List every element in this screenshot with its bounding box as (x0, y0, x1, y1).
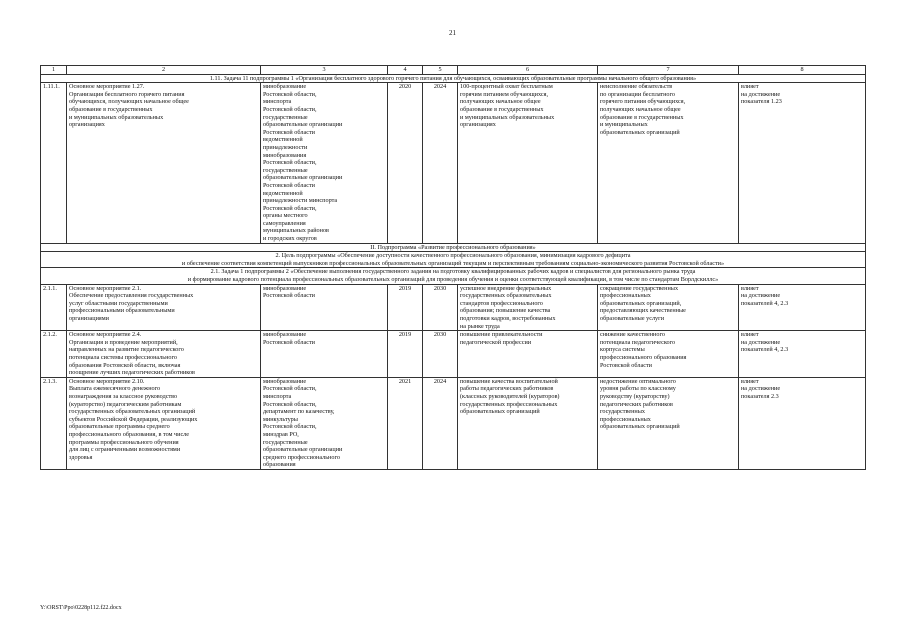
item-end-year: 2030 (423, 284, 458, 331)
section-heading: II. Подпрограмма «Развитие профессионального образования» (41, 243, 866, 252)
table-row (41, 331, 866, 378)
column-number: 6 (458, 66, 598, 75)
column-number: 8 (739, 66, 866, 75)
item-result: повышение качества воспитательной работы педагогических работников (классных руководителей (кураторов) государственных профессиональных образовательных организаций (458, 377, 598, 469)
item-consequence: сокращение государственных профессиональных образовательных организаций, предоставляющих качественные образовательные услуги (598, 284, 739, 331)
item-executor: минобразование Ростовской области (261, 284, 388, 331)
item-executor: минобразование Ростовской области, минспорта Ростовской области, департамент по казачеству, минкультуры Ростовской области, минздрав РО, государственные образовательные организации среднего профессионального образования (261, 377, 388, 469)
item-id: 2.1.2. (41, 331, 67, 378)
item-consequence: снижение качественного потенциала педагогического корпуса системы профессионального образования Ростовской области (598, 331, 739, 378)
item-consequence: неисполнение обязательств по организации бесплатного горячего питания обучающихся, получающих начальное общее образование в государственных и муниципальных образовательных организаций (598, 83, 739, 243)
item-end-year: 2030 (423, 331, 458, 378)
item-link: влияет на достижение показателей 4, 2.3 (739, 284, 866, 331)
table-row (41, 377, 866, 469)
task-row (41, 268, 866, 284)
item-name: Основное мероприятие 2.10. Выплата ежемесячного денежного вознаграждения за классное руководство (кураторство) педагогическим работникам государственных образовательных организаций субъектов Российской Федерации, реализующих образовательные программы среднего профессионального образования, в том числе программы профессионального обучения для лиц с ограниченными возможностями здоровья (67, 377, 261, 469)
item-name: Основное мероприятие 1.27. Организация бесплатного горячего питания обучающихся, получающих начальное общее образование в государственных и муниципальных образовательных организациях (67, 83, 261, 243)
item-end-year: 2024 (423, 83, 458, 243)
column-number: 4 (388, 66, 423, 75)
column-number: 1 (41, 66, 67, 75)
item-end-year: 2024 (423, 377, 458, 469)
column-number: 7 (598, 66, 739, 75)
document-file-path: Y:\ORST\Ppo\0228p112.f22.docx (40, 605, 122, 611)
item-link: влияет на достижение показателя 1.23 (739, 83, 866, 243)
item-start-year: 2021 (388, 377, 423, 469)
item-result: успешное внедрение федеральных государственных образовательных стандартов профессионального образования; повышение качества подготовки кадров, востребованных на рынке труда (458, 284, 598, 331)
task-row (41, 252, 866, 268)
item-name: Основное мероприятие 2.4. Организация и проведение мероприятий, направленных на развитие педагогического потенциала системы профессионального образования Ростовской области, включая поощрение лучших педагогических работников (67, 331, 261, 378)
task-heading: 2.1. Задача 1 подпрограммы 2 «Обеспечение выполнения государственного задания на подготовку квалифицированных рабочих кадров и специалистов для регионального рынка труда и формирование кадрового потенциала профессиональных образовательных организаций для проведения обучения и оценки соответствующей квалификации, в том числе по стандартам Ворлдскиллс» (41, 268, 866, 284)
table-row (41, 284, 866, 331)
column-number-row (41, 66, 866, 75)
item-result: 100-процентный охват бесплатным горячим питанием обучающихся, получающих начальное общее образование в государственных и муниципальных образовательных организациях (458, 83, 598, 243)
column-number: 5 (423, 66, 458, 75)
item-executor: минобразование Ростовской области (261, 331, 388, 378)
column-number: 2 (67, 66, 261, 75)
goal-heading: 2. Цель подпрограммы «Обеспечение доступности качественного профессионального образования, минимизация кадрового дефицита и обеспечение соответствия компетенций выпускников профессиональных образовательных организаций текущим и перспективным требованиям социально-экономического развития Ростовской области» (41, 252, 866, 268)
item-start-year: 2020 (388, 83, 423, 243)
program-table (40, 65, 866, 470)
item-start-year: 2019 (388, 331, 423, 378)
column-number: 3 (261, 66, 388, 75)
task-row (41, 74, 866, 83)
item-executor: минобразование Ростовской области, минспорта Ростовской области, государственные образовательные организации Ростовской области ведомственной принадлежности минобразования Ростовской области, государственные образовательные организации Ростовской области ведомственной принадлежности минспорта Ростовской области, органы местного самоуправления муниципальных районов и городских округов (261, 83, 388, 243)
item-id: 2.1.3. (41, 377, 67, 469)
item-link: влияет на достижение показателей 4, 2.3 (739, 331, 866, 378)
page-number: 21 (449, 29, 456, 37)
table-row (41, 83, 866, 243)
item-id: 1.11.1. (41, 83, 67, 243)
item-start-year: 2019 (388, 284, 423, 331)
section-row (41, 243, 866, 252)
item-consequence: недостижение оптимального уровня работы по классному руководству (кураторству) педагогических работников государственных профессиональных образовательных организаций (598, 377, 739, 469)
item-result: повышение привлекательности педагогической профессии (458, 331, 598, 378)
task-heading: 1.11. Задача 11 подпрограммы 1 «Организация бесплатного здорового горячего питания для обучающихся, осваивающих образовательные программы начального общего образования» (41, 74, 866, 83)
item-link: влияет на достижение показателя 2.3 (739, 377, 866, 469)
item-id: 2.1.1. (41, 284, 67, 331)
item-name: Основное мероприятие 2.1. Обеспечение предоставления государственных услуг областными государственными профессиональными образовательными организациями (67, 284, 261, 331)
